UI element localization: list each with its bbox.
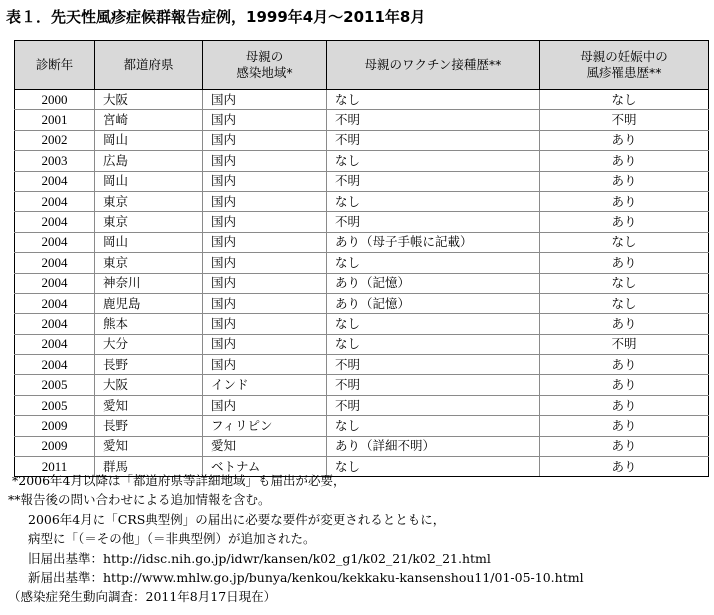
cell-prefecture: 長野 bbox=[95, 416, 203, 436]
cell-infection-region: 国内 bbox=[203, 90, 327, 110]
header-vaccination-history: 母親のワクチン接種歴** bbox=[327, 41, 540, 90]
header-year: 診断年 bbox=[15, 41, 95, 90]
cell-vaccination-history: なし bbox=[327, 416, 540, 436]
table-row bbox=[15, 130, 709, 150]
cell-vaccination-history: あり（記憶） bbox=[327, 273, 540, 293]
cell-year: 2001 bbox=[15, 110, 95, 130]
table-body bbox=[15, 90, 709, 477]
cell-year: 2004 bbox=[15, 171, 95, 191]
cell-year: 2004 bbox=[15, 253, 95, 273]
table-row bbox=[15, 191, 709, 211]
header-rubella-history bbox=[540, 41, 709, 90]
table-header-row bbox=[15, 41, 709, 90]
cell-year: 2004 bbox=[15, 273, 95, 293]
cell-infection-region: 国内 bbox=[203, 171, 327, 191]
cell-infection-region: 国内 bbox=[203, 314, 327, 334]
cell-infection-region: 国内 bbox=[203, 151, 327, 171]
cell-prefecture: 岡山 bbox=[95, 171, 203, 191]
cell-vaccination-history: なし bbox=[327, 191, 540, 211]
table-row bbox=[15, 334, 709, 354]
table-row bbox=[15, 232, 709, 252]
cell-rubella-history: 不明 bbox=[540, 110, 709, 130]
cell-rubella-history: あり bbox=[540, 151, 709, 171]
cell-infection-region: 国内 bbox=[203, 130, 327, 150]
table-row bbox=[15, 355, 709, 375]
cell-prefecture: 東京 bbox=[95, 212, 203, 232]
cell-infection-region: 国内 bbox=[203, 191, 327, 211]
cell-prefecture: 大分 bbox=[95, 334, 203, 354]
cell-year: 2005 bbox=[15, 375, 95, 395]
cell-prefecture: 愛知 bbox=[95, 436, 203, 456]
cell-rubella-history: あり bbox=[540, 314, 709, 334]
cell-vaccination-history: 不明 bbox=[327, 212, 540, 232]
table-row bbox=[15, 375, 709, 395]
cell-prefecture: 東京 bbox=[95, 253, 203, 273]
cell-prefecture: 鹿児島 bbox=[95, 293, 203, 313]
cell-vaccination-history: なし bbox=[327, 253, 540, 273]
cell-prefecture: 岡山 bbox=[95, 130, 203, 150]
footnotes bbox=[8, 471, 584, 607]
cell-vaccination-history: なし bbox=[327, 151, 540, 171]
cell-rubella-history: あり bbox=[540, 171, 709, 191]
cell-infection-region: 国内 bbox=[203, 334, 327, 354]
cell-infection-region: インド bbox=[203, 375, 327, 395]
cell-infection-region: 国内 bbox=[203, 212, 327, 232]
cell-rubella-history: あり bbox=[540, 191, 709, 211]
cell-prefecture: 東京 bbox=[95, 191, 203, 211]
cell-year: 2011 bbox=[15, 457, 95, 477]
cell-year: 2004 bbox=[15, 232, 95, 252]
cell-vaccination-history: 不明 bbox=[327, 375, 540, 395]
footnote-additional-info: **報告後の問い合わせによる追加情報を含む。 bbox=[8, 492, 271, 508]
cell-vaccination-history: なし bbox=[327, 314, 540, 334]
cell-rubella-history: あり bbox=[540, 395, 709, 415]
cell-vaccination-history: 不明 bbox=[327, 395, 540, 415]
cell-year: 2009 bbox=[15, 416, 95, 436]
cell-year: 2004 bbox=[15, 314, 95, 334]
cell-year: 2005 bbox=[15, 395, 95, 415]
footnote-type-added: 病型に「（＝その他」（＝非典型例）が追加された。 bbox=[28, 531, 316, 547]
cell-year: 2000 bbox=[15, 90, 95, 110]
cell-prefecture: 群馬 bbox=[95, 457, 203, 477]
cell-year: 2003 bbox=[15, 151, 95, 171]
cell-year: 2009 bbox=[15, 436, 95, 456]
table-row bbox=[15, 90, 709, 110]
cell-prefecture: 神奈川 bbox=[95, 273, 203, 293]
cell-vaccination-history: なし bbox=[327, 90, 540, 110]
cell-infection-region: ベトナム bbox=[203, 457, 327, 477]
cell-vaccination-history: 不明 bbox=[327, 171, 540, 191]
table-title: 表１．先天性風疹症候群報告症例，1999年4月～2011年8月 bbox=[6, 8, 426, 26]
cell-rubella-history: あり bbox=[540, 416, 709, 436]
cell-year: 2004 bbox=[15, 355, 95, 375]
cell-infection-region: 愛知 bbox=[203, 436, 327, 456]
cell-year: 2004 bbox=[15, 212, 95, 232]
cell-infection-region: 国内 bbox=[203, 395, 327, 415]
cell-vaccination-history: 不明 bbox=[327, 130, 540, 150]
header-infection-region bbox=[203, 41, 327, 90]
cell-prefecture: 愛知 bbox=[95, 395, 203, 415]
header-rubella-history-line1: 母親の妊娠中の bbox=[580, 49, 668, 64]
cell-vaccination-history: 不明 bbox=[327, 355, 540, 375]
cell-rubella-history: なし bbox=[540, 273, 709, 293]
header-rubella-history-line2: 風疹罹患歴** bbox=[586, 65, 662, 80]
header-infection-region-line1: 母親の bbox=[245, 49, 284, 64]
cell-prefecture: 熊本 bbox=[95, 314, 203, 334]
cell-year: 2002 bbox=[15, 130, 95, 150]
table-row bbox=[15, 151, 709, 171]
table-row bbox=[15, 253, 709, 273]
header-infection-region-line2: 感染地域* bbox=[236, 65, 293, 80]
cell-rubella-history: なし bbox=[540, 232, 709, 252]
header-prefecture: 都道府県 bbox=[95, 41, 203, 90]
cell-infection-region: 国内 bbox=[203, 253, 327, 273]
footnote-new-criteria-link: 新届出基準：http://www.mhlw.go.jp/bunya/kenkou/kekkaku-kansenshou11/01-05-10.html bbox=[28, 570, 584, 586]
cell-vaccination-history: なし bbox=[327, 334, 540, 354]
cell-rubella-history: あり bbox=[540, 253, 709, 273]
cell-prefecture: 岡山 bbox=[95, 232, 203, 252]
cell-rubella-history: あり bbox=[540, 355, 709, 375]
cell-vaccination-history: あり（記憶） bbox=[327, 293, 540, 313]
cell-year: 2004 bbox=[15, 293, 95, 313]
cell-prefecture: 長野 bbox=[95, 355, 203, 375]
cell-rubella-history: あり bbox=[540, 212, 709, 232]
footnote-old-criteria-link: 旧届出基準：http://idsc.nih.go.jp/idwr/kansen/k02_g1/k02_21/k02_21.html bbox=[28, 550, 491, 566]
cell-vaccination-history: あり（詳細不明） bbox=[327, 436, 540, 456]
table-row bbox=[15, 273, 709, 293]
cell-vaccination-history: あり（母子手帳に記載） bbox=[327, 232, 540, 252]
table-row bbox=[15, 212, 709, 232]
cell-rubella-history: なし bbox=[540, 90, 709, 110]
cell-rubella-history: あり bbox=[540, 130, 709, 150]
table-row bbox=[15, 416, 709, 436]
cell-vaccination-history: 不明 bbox=[327, 110, 540, 130]
cell-prefecture: 大阪 bbox=[95, 90, 203, 110]
table-row bbox=[15, 110, 709, 130]
table-row bbox=[15, 314, 709, 334]
cell-infection-region: 国内 bbox=[203, 232, 327, 252]
cell-year: 2004 bbox=[15, 334, 95, 354]
cell-rubella-history: なし bbox=[540, 293, 709, 313]
footnote-criteria-change: 2006年4月に「CRS典型例」の届出に必要な要件が変更されるとともに， bbox=[28, 511, 446, 527]
table-row bbox=[15, 293, 709, 313]
cell-rubella-history: あり bbox=[540, 436, 709, 456]
table-row bbox=[15, 436, 709, 456]
cell-vaccination-history: なし bbox=[327, 457, 540, 477]
cell-prefecture: 大阪 bbox=[95, 375, 203, 395]
cell-year: 2004 bbox=[15, 191, 95, 211]
table-row bbox=[15, 171, 709, 191]
cell-rubella-history: あり bbox=[540, 375, 709, 395]
cell-prefecture: 広島 bbox=[95, 151, 203, 171]
cell-infection-region: 国内 bbox=[203, 355, 327, 375]
cell-infection-region: 国内 bbox=[203, 110, 327, 130]
cell-infection-region: 国内 bbox=[203, 273, 327, 293]
cell-rubella-history: あり bbox=[540, 457, 709, 477]
footnote-source: （感染症発生動向調査：2011年8月17日現在） bbox=[8, 589, 277, 605]
footnote-region: *2006年4月以降は「都道府県等詳細地域」も届出が必要， bbox=[12, 473, 346, 488]
cell-infection-region: 国内 bbox=[203, 293, 327, 313]
cell-infection-region: フィリピン bbox=[203, 416, 327, 436]
table-row bbox=[15, 395, 709, 415]
crs-case-table bbox=[14, 40, 709, 477]
cell-rubella-history: 不明 bbox=[540, 334, 709, 354]
cell-prefecture: 宮崎 bbox=[95, 110, 203, 130]
